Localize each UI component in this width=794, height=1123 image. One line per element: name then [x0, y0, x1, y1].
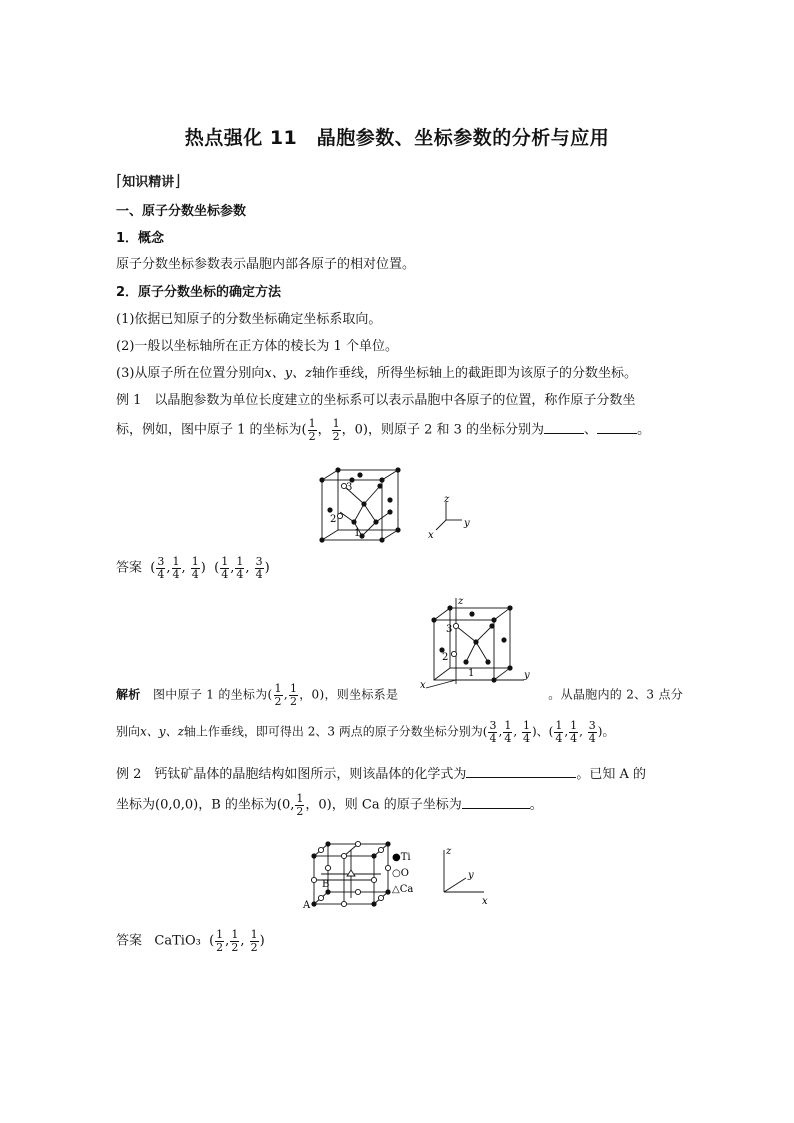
fraction: $\frac{1}{2}$ [308, 417, 316, 443]
example1-line1: 例 1 以晶胞参数为单位长度建立的坐标系可以表示晶胞中各原子的位置，称作原子分数坐 [116, 393, 636, 408]
ex2-text-c: 坐标为(0,0,0)，B 的坐标为(0, [116, 797, 295, 813]
fraction: $\frac{1}{4}$ [221, 555, 229, 581]
fraction: $\frac{1}{2}$ [231, 928, 239, 954]
axis-x-label: x [482, 896, 488, 907]
analysis-text-c: 。从晶胞内的 2、3 点分 [548, 687, 684, 702]
step2: (2)一般以坐标轴所在正方体的棱长为 1 个单位。 [116, 339, 398, 354]
fraction: $\frac{1}{4}$ [172, 555, 180, 581]
fraction: $\frac{1}{4}$ [236, 555, 244, 581]
answer-tail: ) [259, 933, 265, 949]
axis-y-label: y [464, 518, 470, 529]
answer-tail: ) [264, 560, 270, 576]
axis-y-label: y [468, 870, 474, 881]
atom-label-b: B [322, 879, 330, 890]
ex1-text-a: 标，例如，图中原子 1 的坐标为( [116, 422, 307, 438]
analysis2-a: 别向 [116, 724, 141, 739]
fraction: $\frac{1}{4}$ [191, 555, 199, 581]
analysis2-d: )、( [531, 724, 554, 739]
fraction: $\frac{1}{2}$ [274, 682, 282, 708]
example1-line2: 标，例如，图中原子 1 的坐标为( $\frac{1}{2}$ ， $\frac{1}{2}$ ，0)，则原子 2 和 3 的坐标分别为 、 。 [116, 417, 651, 443]
crystal-cell-figure-1 [318, 466, 483, 544]
fraction: $\frac{1}{2}$ [332, 417, 340, 443]
answer-formula: CaTiO₃ [154, 933, 201, 949]
item1-title: 1．概念 [116, 231, 165, 246]
page-title: 热点强化 11 晶胞参数、坐标参数的分析与应用 [184, 127, 610, 149]
step3-c: 轴作垂线，所得坐标轴上的截距即为该原子的分数坐标。 [311, 366, 637, 381]
axis-x-label: x [420, 680, 426, 690]
analysis-line1: 解析 图中原子 1 的坐标为( $\frac{1}{2}$ , $\frac{1}{2}$ ，0)，则坐标系是 。从晶胞内的 2、3 点分 [116, 682, 684, 708]
fraction: $\frac{3}{4}$ [489, 719, 497, 745]
ex2-text-e: 。 [529, 797, 543, 813]
step3-axes: x、y、z [264, 366, 312, 381]
example1-answer: 答案 ( $\frac{3}{4}$ , $\frac{1}{4}$ , $\frac{1}{4}$ ) ( $\frac{1}{4}$ , $\frac{1}{4}$ , $\frac{3}{4}$ ) [116, 555, 270, 581]
answer-label: 答案 [116, 933, 143, 949]
step3-a: (3)从原子所在位置分别向 [116, 366, 265, 381]
crystal-cell-figure-analysis [420, 594, 535, 690]
atom-label-3: 3 [446, 624, 453, 635]
analysis2-e: )。 [597, 724, 615, 739]
answer-blank[interactable] [544, 421, 584, 434]
legend-o: ○O [392, 868, 409, 879]
atom-label-2: 2 [442, 652, 449, 663]
step3 [116, 367, 637, 380]
answer-blank[interactable] [466, 765, 576, 778]
bracket-close-icon: ⌋ [174, 171, 181, 190]
answer-blank[interactable] [597, 421, 637, 434]
atom-label-a: A [303, 900, 311, 910]
ex2-text-d: ，0)，则 Ca 的原子坐标为 [305, 797, 462, 813]
fraction: $\frac{3}{4}$ [588, 719, 596, 745]
section-tag-label: 知识精讲 [122, 175, 175, 190]
example2-answer: 答案 CaTiO₃ ( $\frac{1}{2}$ , $\frac{1}{2}$ , $\frac{1}{2}$ ) [116, 928, 265, 954]
example2-line1 [116, 765, 646, 781]
fraction: $\frac{1}{2}$ [296, 792, 304, 818]
axis-x-label: x [428, 530, 434, 541]
analysis-text-a: 图中原子 1 的坐标为( [152, 687, 273, 702]
fraction: $\frac{1}{4}$ [555, 719, 563, 745]
legend-ti: ●Ti [392, 852, 411, 863]
analysis2-c: 轴上作垂线，即可得出 2、3 两点的原子分数坐标分别为( [183, 724, 488, 739]
legend-ca: △Ca [392, 884, 414, 895]
axis-z-label: z [458, 596, 464, 607]
axis-z-label: z [444, 494, 450, 505]
fraction: $\frac{3}{4}$ [255, 555, 263, 581]
fraction: $\frac{1}{2}$ [289, 682, 298, 708]
analysis-label: 解析 [116, 687, 141, 702]
axis-z-label: z [446, 846, 452, 857]
example2-line2 [116, 793, 543, 817]
atom-label-1: 1 [354, 528, 361, 539]
fraction: $\frac{1}{4}$ [522, 719, 530, 745]
ex1-sep: 、 [584, 422, 598, 438]
ex1-text-b: ，0)，则原子 2 和 3 的坐标分别为 [341, 422, 545, 438]
fraction: $\frac{1}{4}$ [570, 719, 578, 745]
fraction: $\frac{1}{4}$ [504, 719, 512, 745]
heading-1: 一、原子分数坐标参数 [116, 204, 247, 219]
item1-text: 原子分数坐标参数表示晶胞内部各原子的相对位置。 [116, 257, 416, 272]
fraction: $\frac{1}{2}$ [250, 928, 258, 954]
ex2-text-b: 。已知 A 的 [576, 767, 647, 782]
atom-label-1: 1 [468, 668, 475, 679]
atom-label-3: 3 [346, 482, 353, 493]
atom-label-2: 2 [330, 514, 337, 525]
bracket-icon: ⌈ [116, 171, 123, 190]
analysis-line2: 别向x、y、z轴上作垂线，即可得出 2、3 两点的原子分数坐标分别为( $\frac{3}{4}$ , $\frac{1}{4}$ , $\frac{1}{4}$ )、( $\frac{1}{4}$ , $\frac{1}{4}$ , $\frac{3}{4}$ )。 [116, 719, 615, 745]
analysis2-axes: x、y、z [140, 724, 184, 739]
axis-y-label: y [524, 670, 530, 681]
fraction: $\frac{1}{2}$ [216, 928, 224, 954]
answer-blank[interactable] [462, 796, 530, 809]
fraction: $\frac{3}{4}$ [157, 555, 165, 581]
item2-title: 2．原子分数坐标的确定方法 [116, 285, 282, 300]
step1: (1)依据已知原子的分数坐标确定坐标系取向。 [116, 312, 382, 327]
answer-label: 答案 [116, 560, 143, 576]
ex1-end: 。 [637, 422, 651, 438]
analysis-text-b: ，0)，则坐标系是 [299, 687, 399, 702]
perovskite-cell-figure [300, 838, 500, 910]
ex2-text-a: 例 2 钙钛矿晶体的晶胞结构如图所示，则该晶体的化学式为 [116, 767, 467, 782]
section-tag [116, 171, 181, 190]
